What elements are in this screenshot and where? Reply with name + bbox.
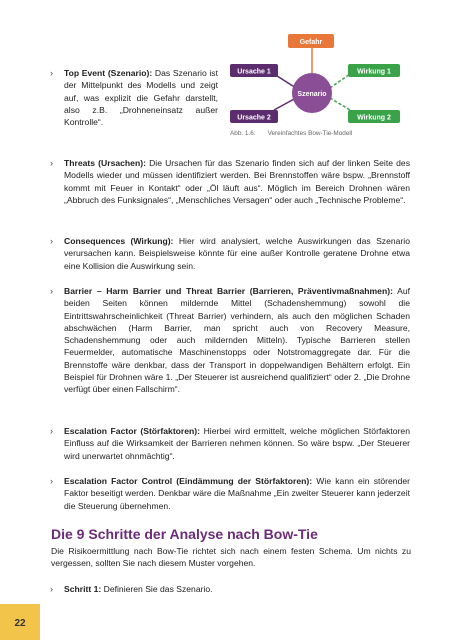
caption-number: Abb. 1.6:: [230, 130, 256, 137]
page-number: 22: [0, 604, 40, 640]
ursache-1-label: Ursache 1: [237, 68, 271, 76]
item-text: Definieren Sie das Szenario.: [101, 584, 213, 594]
item-term: Consequences (Wirkung):: [64, 236, 174, 246]
bullet-marker: ›: [50, 68, 53, 78]
bow-tie-diagram: [226, 34, 406, 144]
caption-text: Vereinfachtes Bow-Tie-Modell: [267, 130, 353, 137]
list-item-barrier: [50, 285, 411, 396]
list-item-escalation-factor: [50, 425, 410, 462]
item-term: Barrier – Harm Barrier und Threat Barrier (Barrieren, Präventivmaßnahmen):: [64, 286, 393, 296]
list-item-top-event: [50, 67, 218, 128]
item-text: Die Ursachen für das Szenario finden sich auf der linken Seite des Modells wieder und müssen identifiziert werden. Bei Brennstoffen wäre bspw. „Brennstoff kommt mit Feuer in Kontakt“ oder „Öl läuft aus“. Möglich im Bereich Drohnen wären „Abbruch des Funksignales“, „Menschliches Versagen“ oder auch „Technische Probleme“.: [64, 158, 410, 205]
list-item-step-1: [50, 583, 410, 595]
item-text: Wie kann ein störender Faktor beseitigt werden. Denkbar wäre die Maßnahme „Ein zweiter Steuerer kann jederzeit die Steuerung übernehmen.: [64, 476, 411, 511]
bullet-marker: ›: [50, 584, 53, 594]
ursache-2-label: Ursache 2: [237, 114, 271, 122]
bullet-marker: ›: [50, 236, 53, 246]
item-text: Auf beiden Seiten können mildernde Mittel (Schadenshemmung) sowohl die Eintrittswahrscheinlichkeit (Threat Barrier) verhindern, als auch den möglichen Schaden abschwächen (Harm Barrier, man spricht auch von Recovery Measure, Schadenshemmung oder auch mildernden Mitteln). Typische Barrieren stellen Feuermelder, automatische Maschinenstopps oder Notstromaggregate dar. Für die Brennstoffe wäre denkbar, dass der Transport in doppelwandigen Behältern erfolgt. Ein Beispiel für Drohnen wäre 1. „Der Steuerer ist ausreichend qualifiziert“ oder 2. „Die Drohne verfügt über einen Fallschirm“.: [64, 286, 411, 395]
item-text: Hier wird analysiert, welche Auswirkungen das Szenario verursachen kann. Beispielsweise könnte für eine außer Kontrolle geratene Drohne etwa eine Kollision die Auswirkung sein.: [64, 236, 410, 271]
item-term: Threats (Ursachen):: [64, 158, 146, 168]
item-term: Escalation Factor (Störfaktoren):: [64, 426, 201, 436]
figure-caption: [230, 130, 352, 137]
item-term: Escalation Factor Control (Eindämmung der Störfaktoren):: [64, 476, 313, 486]
bullet-marker: ›: [50, 426, 53, 436]
item-text: Das Szenario ist der Mittelpunkt des Modells und zeigt auf, was explizit die Gefahr darstellt, also z.B. „Drohneneinsatz außer Kontrolle“.: [64, 68, 218, 128]
bullet-marker: ›: [50, 286, 53, 296]
section-heading: Die 9 Schritte der Analyse nach Bow-Tie: [51, 526, 318, 542]
bullet-marker: ›: [50, 476, 53, 486]
list-item-threats: [50, 157, 410, 206]
section-intro: Die Risikoermittlung nach Bow-Tie richtet sich nach einem festen Schema. Um nichts zu vergessen, sollten Sie nach diesem Muster vorgehen.: [51, 546, 411, 569]
list-item-escalation-control: [50, 475, 411, 512]
wirkung-2-label: Wirkung 2: [357, 114, 391, 122]
gefahr-label: Gefahr: [299, 39, 323, 46]
item-text: Hierbei wird ermittelt, welche möglichen Störfaktoren Einfluss auf die Wirksamkeit der Barrieren nehmen können. So wäre bspw. „Der Steuerer wird unerwartet ohnmächtig“.: [64, 426, 410, 461]
wirkung-1-label: Wirkung 1: [357, 68, 391, 76]
list-item-consequences: [50, 235, 410, 272]
item-term: Schritt 1:: [64, 584, 102, 594]
item-term: Top Event (Szenario):: [64, 68, 153, 78]
szenario-label: Szenario: [297, 91, 327, 98]
bullet-marker: ›: [50, 158, 53, 168]
